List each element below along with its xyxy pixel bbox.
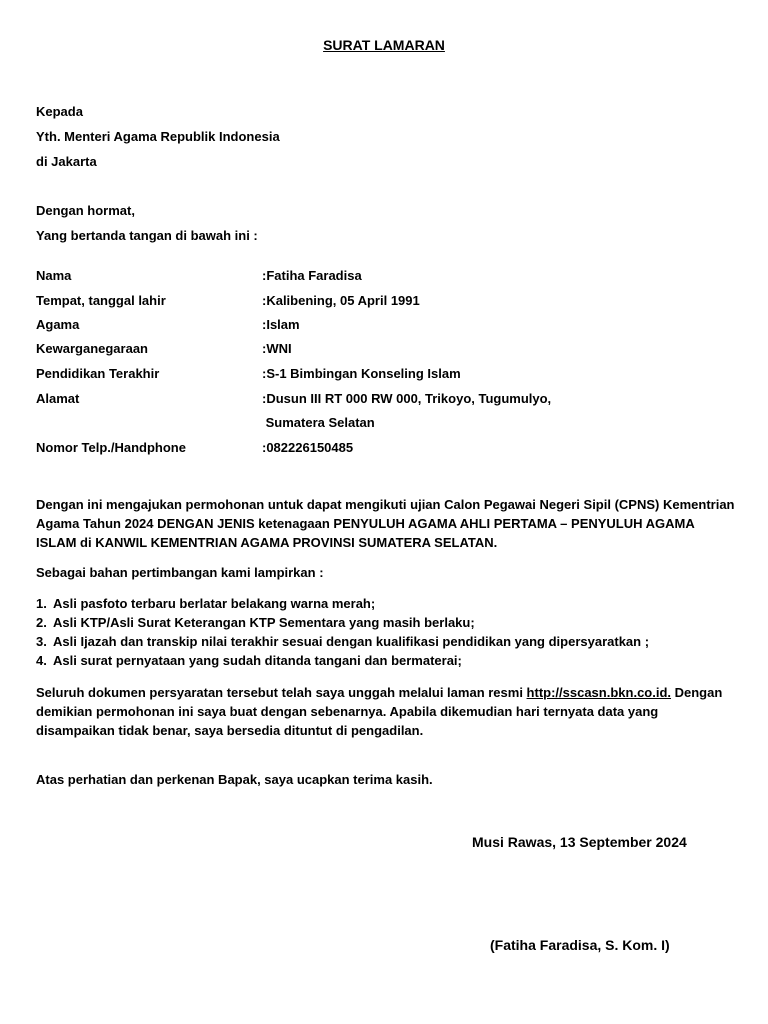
thanks-line: Atas perhatian dan perkenan Bapak, saya ucapkan terima kasih.: [36, 772, 433, 787]
recipient-line-3: di Jakarta: [36, 154, 97, 169]
place-date: Musi Rawas, 13 September 2024: [472, 834, 687, 850]
field-value: :S-1 Bimbingan Konseling Islam: [262, 366, 461, 381]
list-item: 2. Asli KTP/Asli Surat Keterangan KTP Sementara yang masih berlaku;: [36, 615, 475, 630]
field-value: :Dusun III RT 000 RW 000, Trikoyo, Tugumulyo,: [262, 391, 552, 406]
application-paragraph: Dengan ini mengajukan permohonan untuk dapat mengikuti ujian Calon Pegawai Negeri Sipil (CPNS) Kementrian Agama Tahun 2024 DENGAN JENIS ketenagaan PENYULUH AGAMA AHLI PERTAMA – PENYULUH AGAMA ISLAM di KANWIL KEMENTRIAN AGAMA PROVINSI SUMATERA SELATAN.: [36, 497, 735, 550]
recipient-line-2: Yth. Menteri Agama Republik Indonesia: [36, 129, 280, 144]
attachments-list: [36, 594, 736, 670]
field-label: Kewarganegaraan: [36, 341, 148, 356]
list-item: 4. Asli surat pernyataan yang sudah ditanda tangani dan bermaterai;: [36, 653, 462, 668]
field-value: :Islam: [262, 317, 300, 332]
field-value: Sumatera Selatan: [262, 415, 375, 430]
closing-paragraph: [36, 683, 736, 740]
letter-title: SURAT LAMARAN: [323, 37, 445, 53]
field-label: Nomor Telp./Handphone: [36, 440, 186, 455]
greeting: Dengan hormat,: [36, 203, 135, 218]
field-value: :Kalibening, 05 April 1991: [262, 293, 420, 308]
recipient-line-1: Kepada: [36, 104, 83, 119]
sscasn-link[interactable]: http://sscasn.bkn.co.id.: [526, 685, 672, 700]
field-value: :Fatiha Faradisa: [262, 268, 362, 283]
field-label: Nama: [36, 268, 72, 283]
list-item: 3. Asli Ijazah dan transkip nilai terakhir sesuai dengan kualifikasi pendidikan yang dipersyaratkan ;: [36, 634, 650, 649]
field-label: Pendidikan Terakhir: [36, 366, 160, 381]
field-value: :WNI: [262, 341, 292, 356]
signature-name: (Fatiha Faradisa, S. Kom. I): [490, 937, 670, 953]
intro-line: Yang bertanda tangan di bawah ini :: [36, 228, 258, 243]
closing-text: Seluruh dokumen persyaratan tersebut telah saya unggah melalui laman resmi: [36, 685, 527, 700]
field-label: Agama: [36, 317, 80, 332]
closing-text-continued: Dengan demikian permohonan ini saya buat dengan sebenarnya. Apabila dikemudian hari ternyata data yang disampaikan tidak benar, saya bersedia dituntut di pengadilan.: [36, 685, 723, 738]
attachments-intro: Sebagai bahan pertimbangan kami lampirkan :: [36, 565, 324, 580]
field-label: Tempat, tanggal lahir: [36, 293, 166, 308]
list-item: 1. Asli pasfoto terbaru berlatar belakang warna merah;: [36, 596, 376, 611]
field-label: Alamat: [36, 391, 80, 406]
field-value: :082226150485: [262, 440, 354, 455]
